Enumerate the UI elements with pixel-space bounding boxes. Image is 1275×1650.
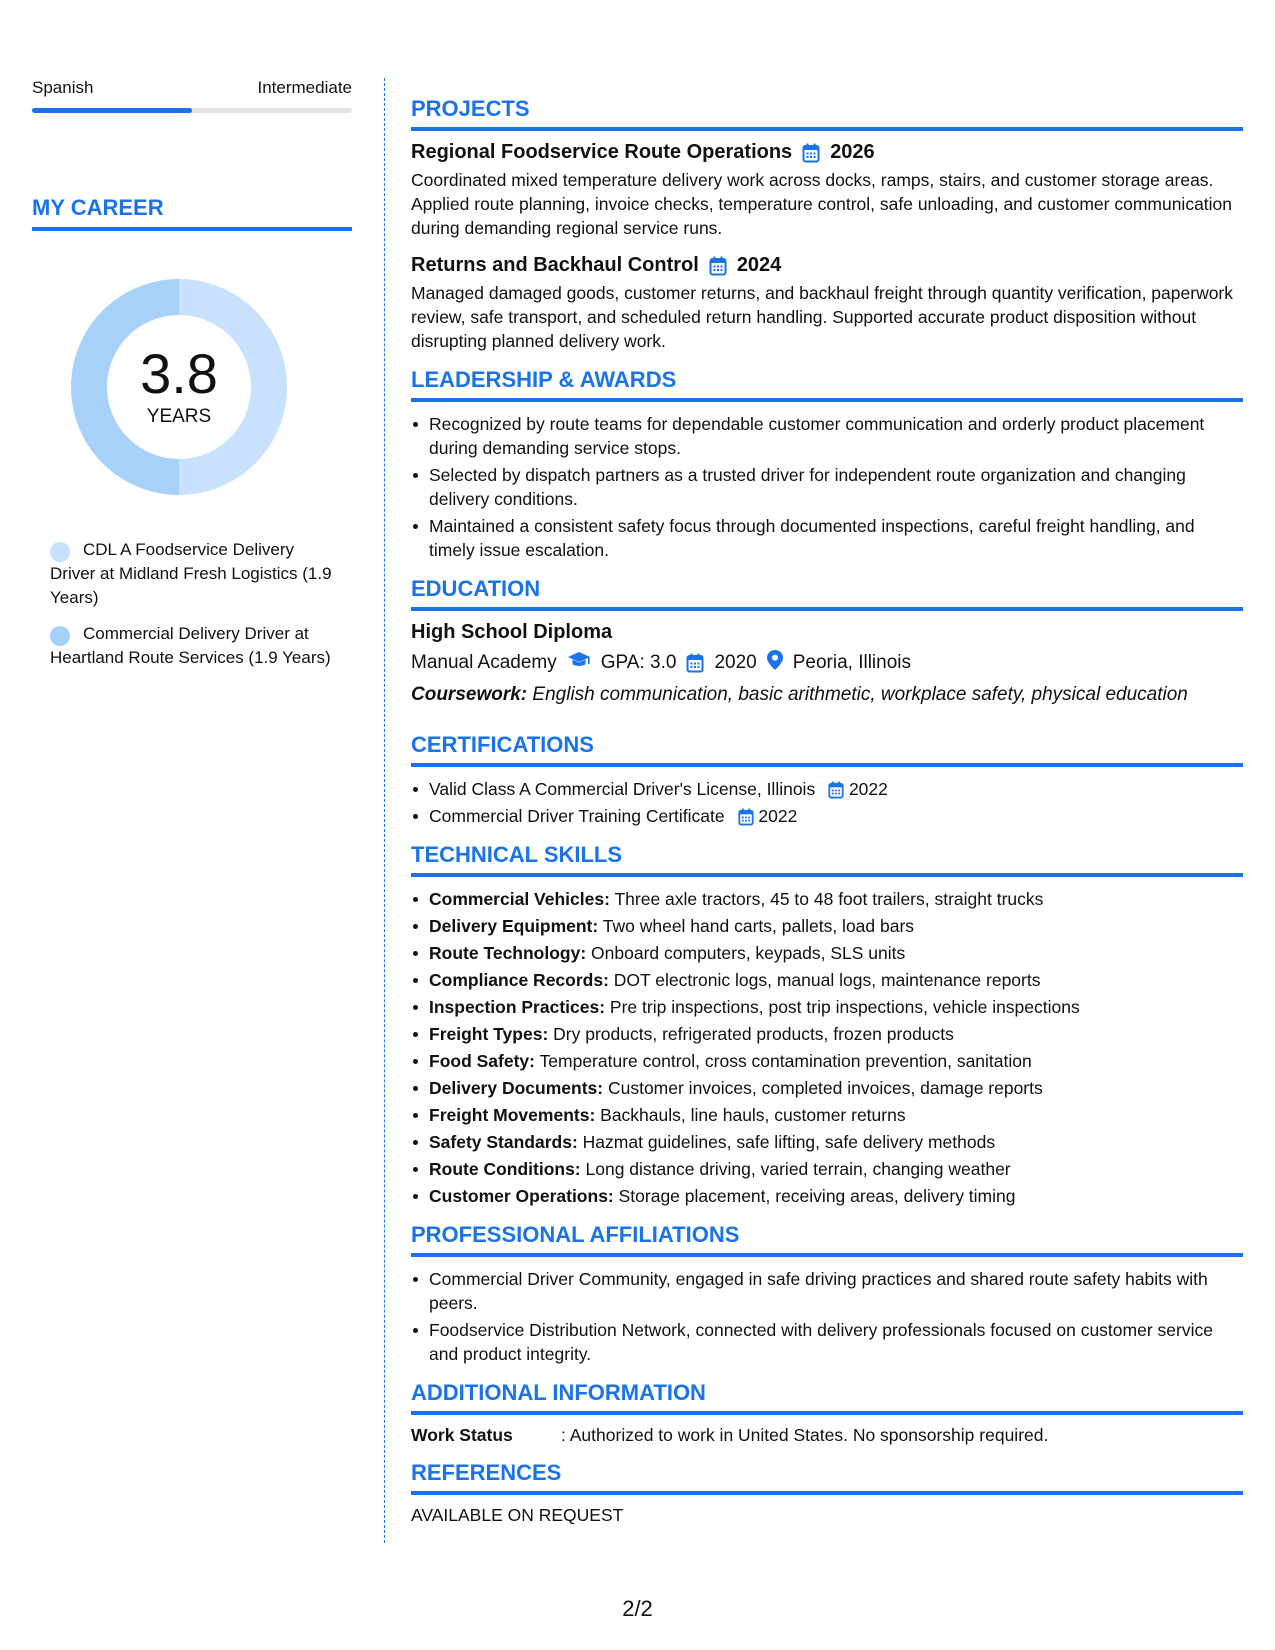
list-item bbox=[411, 1157, 1243, 1181]
skill-label: Route Conditions: bbox=[429, 1159, 581, 1179]
skill-value: Customer invoices, completed invoices, damage reports bbox=[607, 1078, 1043, 1098]
skill-value: Two wheel hand carts, pallets, load bars bbox=[602, 916, 915, 936]
skills-list bbox=[411, 887, 1243, 1208]
coursework bbox=[411, 684, 1243, 706]
education-details bbox=[411, 650, 1243, 676]
section-title: CERTIFICATIONS bbox=[411, 732, 1243, 767]
career-legend-item bbox=[50, 622, 340, 670]
language-name: Spanish bbox=[32, 78, 94, 97]
skill-label: Safety Standards: bbox=[429, 1132, 578, 1152]
skill-label: Freight Movements: bbox=[429, 1105, 596, 1125]
language-level: Intermediate bbox=[257, 78, 352, 97]
list-item bbox=[411, 1103, 1243, 1127]
work-status-row bbox=[411, 1425, 1243, 1446]
list-item bbox=[411, 887, 1243, 911]
skill-label: Route Technology: bbox=[429, 943, 587, 963]
list-item bbox=[411, 968, 1243, 992]
skill-value: DOT electronic logs, manual logs, maintenance reports bbox=[613, 970, 1041, 990]
list-item bbox=[411, 804, 1243, 828]
skill-value: Pre trip inspections, post trip inspections, vehicle inspections bbox=[609, 997, 1080, 1017]
skill-value: Storage placement, receiving areas, delivery timing bbox=[618, 1186, 1016, 1206]
school-location: Peoria, Illinois bbox=[792, 652, 911, 673]
list-item bbox=[411, 1022, 1243, 1046]
certifications-section bbox=[411, 732, 1243, 828]
language-row bbox=[32, 78, 352, 98]
list-item: Recognized by route teams for dependable customer communication and orderly product placement during demanding service stops. bbox=[411, 412, 1243, 460]
column-divider bbox=[384, 78, 385, 1543]
career-legend-text: CDL A Foodservice Delivery Driver at Midland Fresh Logistics (1.9 Years) bbox=[50, 540, 332, 607]
leadership-section bbox=[411, 367, 1243, 562]
calendar-icon bbox=[738, 808, 754, 826]
leadership-list bbox=[411, 412, 1243, 562]
skill-label: Customer Operations: bbox=[429, 1186, 614, 1206]
project-description: Managed damaged goods, customer returns, and backhaul freight through quantity verification, paperwork review, safe transport, and scheduled return handling. Supported accurate product disposition without disrupting planned delivery work. bbox=[411, 283, 1234, 351]
coursework-label: Coursework: bbox=[411, 684, 528, 705]
certification-year: 2022 bbox=[848, 779, 888, 799]
skill-value: Dry products, refrigerated products, frozen products bbox=[553, 1024, 954, 1044]
references-text: AVAILABLE ON REQUEST bbox=[411, 1505, 624, 1525]
additional-info-section bbox=[411, 1380, 1243, 1446]
projects-section bbox=[411, 96, 1243, 353]
career-legend bbox=[50, 538, 340, 682]
certifications-list bbox=[411, 777, 1243, 828]
skill-value: Three axle tractors, 45 to 48 foot trailers, straight trucks bbox=[614, 889, 1044, 909]
project-heading bbox=[411, 254, 1243, 277]
list-item: Maintained a consistent safety focus through documented inspections, careful freight handling, and timely issue escalation. bbox=[411, 514, 1243, 562]
skill-value: Backhauls, line hauls, customer returns bbox=[600, 1105, 906, 1125]
work-status-label: Work Status bbox=[411, 1425, 513, 1445]
skill-label: Compliance Records: bbox=[429, 970, 609, 990]
list-item bbox=[411, 777, 1243, 801]
skill-label: Freight Types: bbox=[429, 1024, 549, 1044]
list-item: Foodservice Distribution Network, connected with delivery professionals focused on customer service and product integrity. bbox=[411, 1318, 1243, 1366]
career-legend-text: Commercial Delivery Driver at Heartland Route Services (1.9 Years) bbox=[50, 624, 331, 667]
project-description: Coordinated mixed temperature delivery work across docks, ramps, stairs, and customer storage areas. Applied route planning, invoice checks, temperature control, safe unloading, and customer communication during demanding regional service runs. bbox=[411, 170, 1233, 238]
list-item: Selected by dispatch partners as a trusted driver for independent route organization and changing delivery conditions. bbox=[411, 463, 1243, 511]
career-heading: MY CAREER bbox=[32, 195, 352, 231]
calendar-icon bbox=[709, 256, 727, 276]
section-title: EDUCATION bbox=[411, 576, 1243, 611]
gpa: GPA: 3.0 bbox=[600, 652, 677, 673]
list-item: Commercial Driver Community, engaged in safe driving practices and shared route safety habits with peers. bbox=[411, 1267, 1243, 1315]
list-item bbox=[411, 1184, 1243, 1208]
list-item bbox=[411, 1130, 1243, 1154]
degree-title: High School Diploma bbox=[411, 621, 613, 643]
main-content bbox=[411, 96, 1243, 1540]
certification-name: Commercial Driver Training Certificate bbox=[429, 806, 725, 826]
affiliations-list bbox=[411, 1267, 1243, 1366]
project-year: 2024 bbox=[736, 254, 782, 276]
graduation-cap-icon bbox=[567, 651, 591, 675]
school-name: Manual Academy bbox=[411, 652, 557, 673]
skill-label: Delivery Equipment: bbox=[429, 916, 599, 936]
page-number: 2/2 bbox=[622, 1596, 653, 1621]
career-years-unit: YEARS bbox=[146, 406, 212, 427]
career-total-years: 3.8 bbox=[140, 342, 218, 405]
career-legend-dot bbox=[50, 542, 70, 562]
calendar-icon bbox=[686, 653, 704, 673]
graduation-year: 2020 bbox=[714, 652, 757, 673]
section-title: TECHNICAL SKILLS bbox=[411, 842, 1243, 877]
skill-value: Onboard computers, keypads, SLS units bbox=[591, 943, 906, 963]
sidebar bbox=[32, 78, 352, 667]
career-legend-item bbox=[50, 538, 340, 610]
donut-center bbox=[66, 274, 292, 500]
location-pin-icon bbox=[767, 650, 783, 676]
section-title: REFERENCES bbox=[411, 1460, 1243, 1495]
skill-label: Inspection Practices: bbox=[429, 997, 606, 1017]
skills-section bbox=[411, 842, 1243, 1208]
section-title: PROJECTS bbox=[411, 96, 1243, 131]
list-item bbox=[411, 1049, 1243, 1073]
list-item bbox=[411, 941, 1243, 965]
career-legend-dot bbox=[50, 626, 70, 646]
skill-label: Commercial Vehicles: bbox=[429, 889, 610, 909]
list-item bbox=[411, 995, 1243, 1019]
career-donut-chart bbox=[66, 274, 292, 500]
work-status-value: : Authorized to work in United States. No sponsorship required. bbox=[561, 1425, 1049, 1445]
section-title: ADDITIONAL INFORMATION bbox=[411, 1380, 1243, 1415]
certification-name: Valid Class A Commercial Driver's License, Illinois bbox=[429, 779, 816, 799]
skill-value: Temperature control, cross contamination prevention, sanitation bbox=[539, 1051, 1032, 1071]
list-item bbox=[411, 1076, 1243, 1100]
skill-label: Food Safety: bbox=[429, 1051, 535, 1071]
references-section bbox=[411, 1460, 1243, 1526]
education-section bbox=[411, 576, 1243, 706]
calendar-icon bbox=[802, 143, 820, 163]
project-heading bbox=[411, 141, 1243, 164]
section-title: LEADERSHIP & AWARDS bbox=[411, 367, 1243, 402]
project-name: Regional Foodservice Route Operations bbox=[411, 141, 793, 163]
coursework-text: English communication, basic arithmetic, workplace safety, physical education bbox=[532, 684, 1188, 705]
section-title: PROFESSIONAL AFFILIATIONS bbox=[411, 1222, 1243, 1257]
skill-value: Long distance driving, varied terrain, changing weather bbox=[585, 1159, 1011, 1179]
calendar-icon bbox=[828, 781, 844, 799]
project-name: Returns and Backhaul Control bbox=[411, 254, 699, 276]
affiliations-section bbox=[411, 1222, 1243, 1366]
list-item bbox=[411, 914, 1243, 938]
language-proficiency-bar bbox=[32, 108, 352, 113]
skill-value: Hazmat guidelines, safe lifting, safe delivery methods bbox=[582, 1132, 996, 1152]
project-year: 2026 bbox=[830, 141, 875, 163]
certification-year: 2022 bbox=[758, 806, 798, 826]
skill-label: Delivery Documents: bbox=[429, 1078, 604, 1098]
language-proficiency-fill bbox=[32, 108, 192, 113]
